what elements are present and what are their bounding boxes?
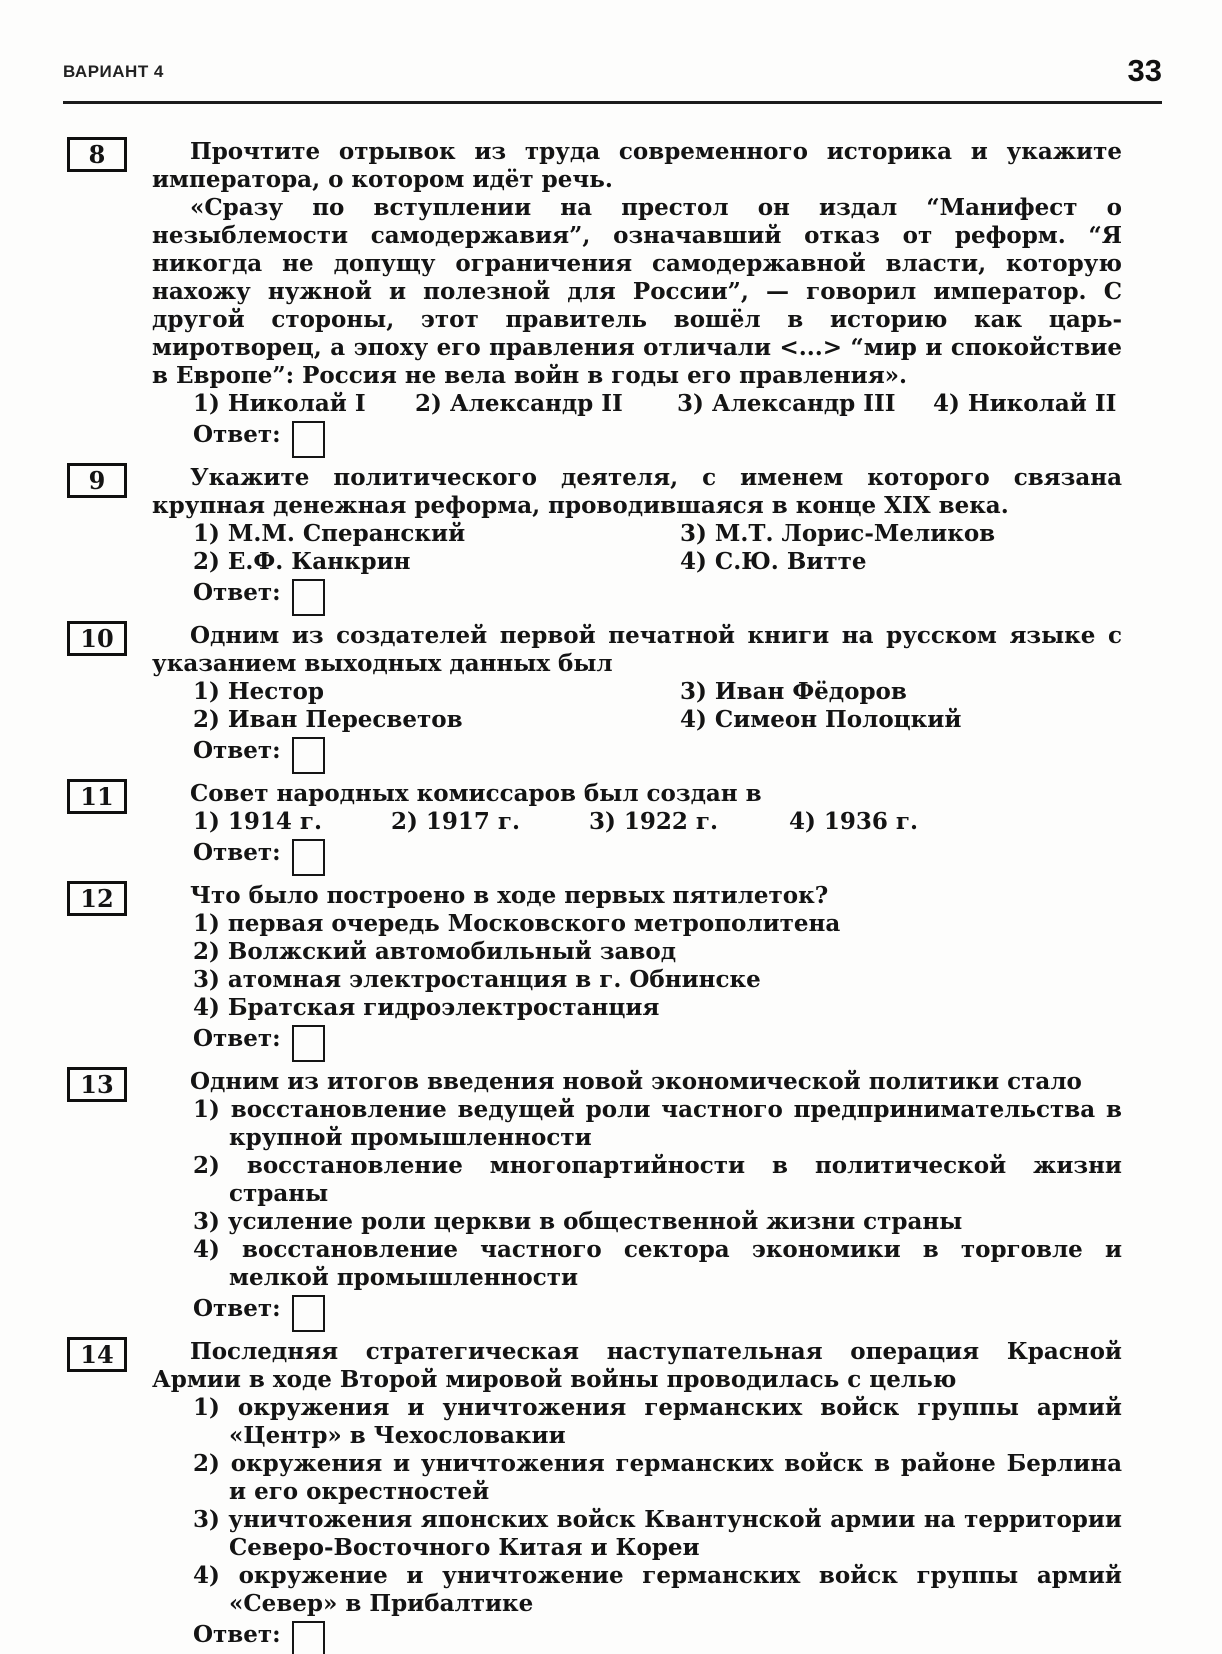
option: 1) первая очередь Московского метрополитена xyxy=(193,910,841,937)
page-number: 33 xyxy=(1127,53,1162,88)
option: 3) Александр III xyxy=(677,390,896,417)
option: 4) Братская гидроэлектростанция xyxy=(193,994,660,1021)
question-block xyxy=(88,138,1122,458)
option: 4) окружение и уничтожение германских войск группы армий «Север» в Прибалтике xyxy=(193,1562,1122,1617)
option: 4) восстановление частного сектора экономики в торговле и мелкой промышленности xyxy=(193,1236,1122,1291)
option: 3) атомная электростанция в г. Обнинске xyxy=(193,966,761,993)
answer-row xyxy=(193,578,1122,616)
option: 1) Нестор xyxy=(193,678,324,705)
answer-input-box[interactable] xyxy=(292,1025,325,1062)
answer-label: Ответ: xyxy=(193,1295,281,1322)
question-number-box xyxy=(67,881,127,916)
question-number: 11 xyxy=(80,781,114,811)
question-text: Последняя стратегическая наступательная операция Красной Армии в ходе Второй мировой войны проводилась с целью xyxy=(152,1338,1122,1393)
option: 1) восстановление ведущей роли частного предпринимательства в крупной промышленности xyxy=(193,1096,1122,1151)
answer-label: Ответ: xyxy=(193,737,281,764)
question-number-box xyxy=(67,779,127,814)
page-header xyxy=(63,53,1162,88)
option: 1) 1914 г. xyxy=(193,808,323,835)
answer-row xyxy=(193,1294,1122,1332)
answer-label: Ответ: xyxy=(193,1621,281,1648)
option: 3) М.Т. Лорис-Меликов xyxy=(680,520,996,547)
question-body xyxy=(152,138,1122,458)
answer-row xyxy=(193,1620,1122,1654)
question-text: Совет народных комиссаров был создан в xyxy=(190,780,762,807)
question-text: «Сразу по вступлении на престол он издал “Манифест о незыблемости самодержавия”, означавший отказ от реформ. “Я никогда не допущу ограничения самодержавной власти, которую нахожу нужной и полезной для России”, — говорил император. С другой стороны, этот правитель вошёл в историю как царь-миротворец, а эпоху его правления отличали <...> “мир и спокойствие в Европе”: Россия не вела войн в годы его правления». xyxy=(152,194,1122,389)
option: 4) Симеон Полоцкий xyxy=(680,706,962,733)
question-paragraphs xyxy=(152,780,1122,808)
answer-label: Ответ: xyxy=(193,421,281,448)
options-list xyxy=(193,910,1122,1022)
question-paragraphs xyxy=(152,622,1122,678)
option: 4) 1936 г. xyxy=(789,808,919,835)
question-text: Укажите политического деятеля, с именем которого связана крупная денежная реформа, проводившаяся в конце XIX века. xyxy=(152,464,1122,519)
options-list xyxy=(193,1394,1122,1618)
answer-input-box[interactable] xyxy=(292,579,325,616)
question-block xyxy=(80,1338,1122,1654)
question-number-box xyxy=(67,1337,127,1372)
options-list xyxy=(193,808,1122,836)
option: 2) восстановление многопартийности в политической жизни страны xyxy=(193,1152,1122,1207)
option: 3) 1922 г. xyxy=(589,808,719,835)
option: 2) Е.Ф. Канкрин xyxy=(193,548,411,575)
question-number: 9 xyxy=(88,465,106,495)
option: 2) 1917 г. xyxy=(391,808,521,835)
question-paragraphs xyxy=(152,464,1122,520)
question-body xyxy=(152,622,1122,774)
question-block xyxy=(80,622,1122,774)
question-text: Прочтите отрывок из труда современного историка и укажите императора, о котором идёт речь. xyxy=(152,138,1122,193)
question-paragraphs xyxy=(152,1068,1122,1096)
answer-row xyxy=(193,420,1122,458)
option: 4) С.Ю. Витте xyxy=(680,548,867,575)
answer-label: Ответ: xyxy=(193,839,281,866)
answer-label: Ответ: xyxy=(193,579,281,606)
options-list xyxy=(193,390,1122,418)
question-block xyxy=(80,780,1122,876)
answer-input-box[interactable] xyxy=(292,737,325,774)
option: 3) Иван Фёдоров xyxy=(680,678,907,705)
question-body xyxy=(152,464,1122,616)
question-block xyxy=(80,1068,1122,1332)
question-body xyxy=(152,1338,1122,1654)
question-number: 12 xyxy=(80,883,114,913)
option: 2) Волжский автомобильный завод xyxy=(193,938,677,965)
header-divider xyxy=(63,101,1162,104)
question-paragraphs xyxy=(152,1338,1122,1394)
options-list xyxy=(193,520,1122,576)
option: 1) М.М. Сперанский xyxy=(193,520,466,547)
option: 1) окружения и уничтожения германских войск группы армий «Центр» в Чехословакии xyxy=(193,1394,1122,1449)
question-block xyxy=(88,464,1122,616)
question-paragraphs xyxy=(152,882,1122,910)
question-text: Что было построено в ходе первых пятилеток? xyxy=(190,882,829,909)
question-block xyxy=(80,882,1122,1062)
answer-label: Ответ: xyxy=(193,1025,281,1052)
option: 3) уничтожения японских войск Квантунской армии на территории Северо-Восточного Китая и Кореи xyxy=(193,1506,1122,1561)
question-number: 8 xyxy=(88,139,106,169)
question-number-box xyxy=(67,621,127,656)
answer-row xyxy=(193,1024,1122,1062)
option: 3) усиление роли церкви в общественной жизни страны xyxy=(193,1208,963,1235)
option: 4) Николай II xyxy=(933,390,1117,417)
option: 2) Александр II xyxy=(415,390,623,417)
answer-row xyxy=(193,838,1122,876)
question-number-box xyxy=(67,137,127,172)
answer-input-box[interactable] xyxy=(292,839,325,876)
answer-row xyxy=(193,736,1122,774)
question-number-box xyxy=(67,463,127,498)
question-body xyxy=(152,882,1122,1062)
variant-label: ВАРИАНТ 4 xyxy=(63,62,164,81)
question-paragraphs xyxy=(152,138,1122,390)
options-list xyxy=(193,678,1122,734)
options-list xyxy=(193,1096,1122,1292)
answer-input-box[interactable] xyxy=(292,1295,325,1332)
option: 2) Иван Пересветов xyxy=(193,706,463,733)
answer-input-box[interactable] xyxy=(292,421,325,458)
question-body xyxy=(152,780,1122,876)
option: 2) окружения и уничтожения германских войск в районе Берлина и его окрестностей xyxy=(193,1450,1122,1505)
question-number: 14 xyxy=(80,1339,114,1369)
question-number: 13 xyxy=(80,1069,114,1099)
option: 1) Николай I xyxy=(193,390,366,417)
answer-input-box[interactable] xyxy=(292,1621,325,1654)
question-number-box xyxy=(67,1067,127,1102)
question-body xyxy=(152,1068,1122,1332)
questions xyxy=(80,138,1122,1654)
question-text: Одним из итогов введения новой экономической политики стало xyxy=(190,1068,1082,1095)
question-number: 10 xyxy=(80,623,114,653)
question-text: Одним из создателей первой печатной книги на русском языке с указанием выходных данных был xyxy=(152,622,1122,677)
